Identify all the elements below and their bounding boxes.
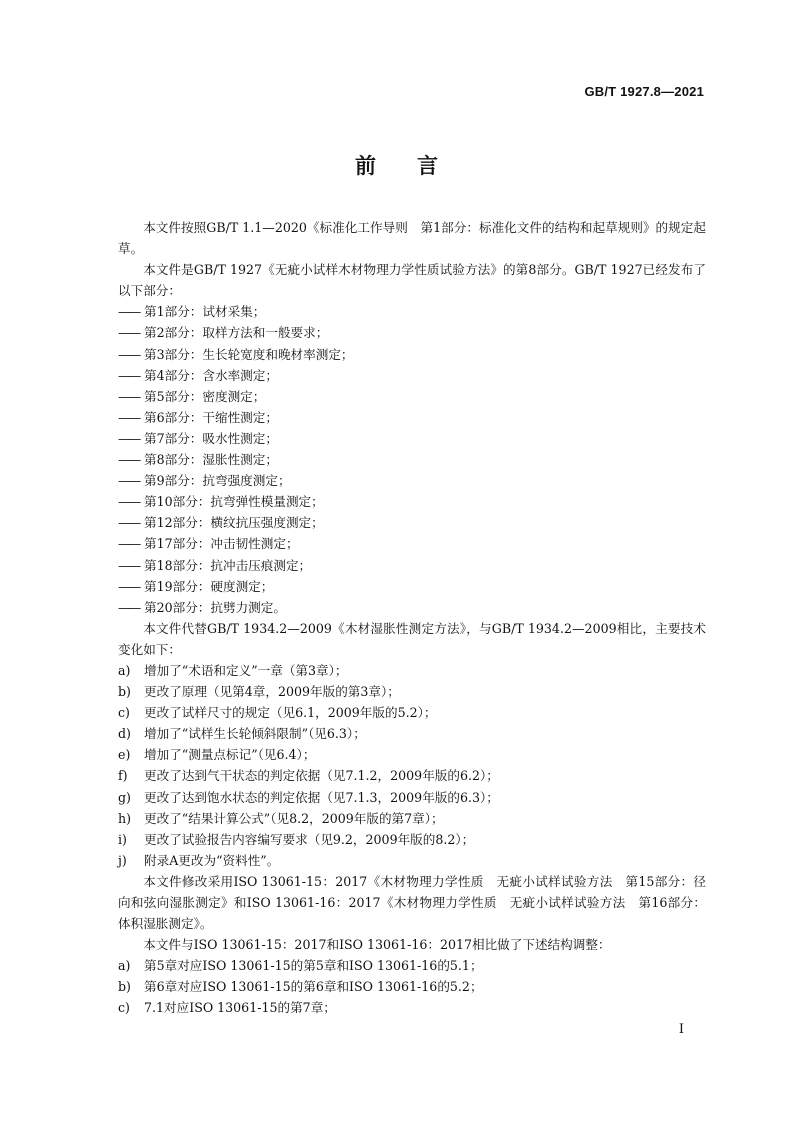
list-item: —— 第2部分：取样方法和一般要求； [118,325,329,341]
list-item: —— 第5部分：密度测定； [118,388,266,404]
page-title [0,150,794,180]
list-item: f) 更改了达到气干状态的判定依据（见7.1.2，2009年版的6.2）； [118,768,499,784]
list-item: —— 第17部分：冲击韧性测定； [118,536,299,552]
list-item: —— 第4部分：含水率测定； [118,367,278,383]
list-item: i) 更改了试验报告内容编写要求（见9.2，2009年版的8.2）； [118,831,475,847]
list-item: —— 第9部分：抗弯强度测定； [118,473,291,489]
list-item: —— 第12部分：横纹抗压强度测定； [118,515,324,531]
list-item: —— 第20部分：抗劈力测定。 [118,599,286,615]
list-item: —— 第3部分：生长轮宽度和晚材率测定； [118,346,354,362]
paragraph-series-intro: 本文件是GB/T 1927《无疵小试样木材物理力学性质试验方法》的第8部分。GB/T 1927已经发布了以下部分： [118,262,706,299]
adjustments-list [118,955,706,1018]
list-item: c) 7.1对应ISO 13061-15的第7章； [118,1000,336,1016]
paragraph-structure-adjustment: 本文件与ISO 13061-15：2017和ISO 13061-16：2017相比做了下述结构调整： [143,937,611,953]
list-item: —— 第10部分：抗弯弹性模量测定； [118,494,324,510]
list-item: —— 第7部分：吸水性测定； [118,430,278,446]
standard-number: GB/T 1927.8—2021 [584,84,704,99]
parts-list [118,301,706,617]
changes-list [118,660,706,871]
paragraph-drafting-rules: 本文件按照GB/T 1.1—2020《标准化工作导则 第1部分：标准化文件的结构和起草规则》的规定起草。 [118,220,706,257]
foreword-body [118,217,706,1019]
list-item: b) 更改了原理（见第4章，2009年版的第3章）； [118,684,400,700]
list-item: h) 更改了“结果计算公式”（见8.2，2009年版的第7章）； [118,810,444,826]
list-item: d) 增加了“试样生长轮倾斜限制”（见6.3）； [118,726,366,742]
list-item: a) 第5章对应ISO 13061-15的第5章和ISO 13061-16的5.1； [118,958,483,974]
list-item: j) 附录A更改为“资料性”。 [118,852,280,868]
list-item: —— 第1部分：试材采集； [118,304,266,320]
list-item: c) 更改了试样尺寸的规定（见6.1，2009年版的5.2）； [118,705,437,721]
list-item: e) 增加了“测量点标记”（见6.4）； [118,747,316,763]
list-item: b) 第6章对应ISO 13061-15的第6章和ISO 13061-16的5.2； [118,979,483,995]
page-number: I [678,1022,684,1037]
list-item: g) 更改了达到饱水状态的判定依据（见7.1.3，2009年版的6.3）； [118,789,499,805]
paragraph-replacement: 本文件代替GB/T 1934.2—2009《木材湿胀性测定方法》，与GB/T 1934.2—2009相比，主要技术变化如下： [118,620,706,657]
list-item: —— 第18部分：抗冲击压痕测定； [118,557,312,573]
list-item: —— 第6部分：干缩性测定； [118,409,278,425]
title-char-2: 言 [417,153,439,178]
list-item: —— 第8部分：湿胀性测定； [118,452,278,468]
paragraph-adoption: 本文件修改采用ISO 13061-15：2017《木材物理力学性质 无疵小试样试验方法 第15部分：径向和弦向湿胀测定》和ISO 13061-16：2017《木材物理力学性质 无疵小试样试验方法 第16部分：体积湿胀测定》。 [118,873,706,932]
list-item: —— 第19部分：硬度测定； [118,578,274,594]
title-char-1: 前 [355,153,377,178]
list-item: a) 增加了“术语和定义”一章（第3章）； [118,662,348,678]
